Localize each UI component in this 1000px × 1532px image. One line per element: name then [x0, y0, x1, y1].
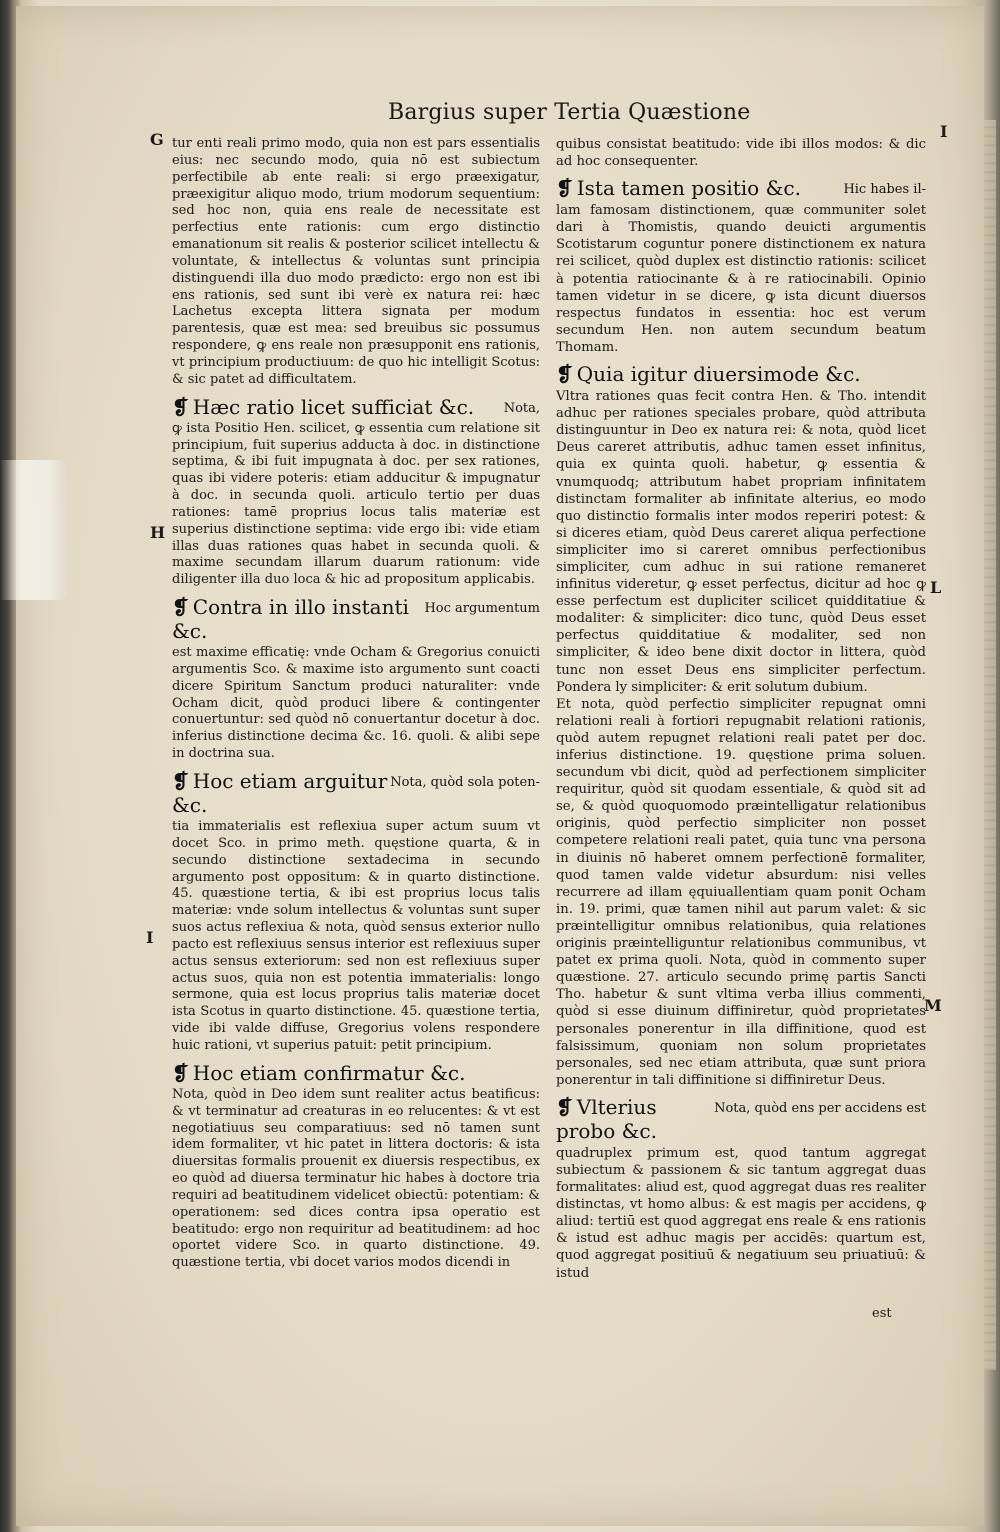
right-section-heading — [556, 362, 926, 386]
page-fore-edge — [982, 120, 996, 1370]
left-paragraph: Nota, quòd in Deo idem sunt realiter actus beatificus: & vt terminatur ad creaturas in eo relucentes: & vt est negotiatiuus seu comparatiuus: sed nō tamen sunt idem formaliter, vt hic patet in littera doctoris: & ista diuersitas formalis prouenit ex diuersis respectibus, ex eo quòd ad diuersa terminatur hic habes à doctore tria requiri ad beatitudinem videlicet obiectū: potentiam: & operationem: sed dices contra ipsa operatio est beatitudo: ergo non requiritur ad beatitudinem: ad hoc oportet videre Sco. in quarto distinctione. 49. quæstione tertia, vbi docet varios modos dicendi in — [172, 1086, 540, 1271]
paragraph-mark-icon: ❡ — [172, 769, 189, 793]
right-paragraph: Et nota, quòd perfectio simpliciter repugnat omni relationi reali à fortiori repugnabit relationi rationis, quòd autem repugnet relationi reali patet per doc. inferius distinctione. 19. quęstione prima soluen. secundum vbi dicit, quòd ad perfectionem simpliciter requiritur, quòd sit quodam essentiale, & quòd sit ad se, & quòd quoquomodo præintelligatur relationibus originis, quòd perfectio simpliciter non posset competere relationi reali patet, quia tunc vna persona in diuinis nō haberet omnem perfectionē formaliter, quod tamen valde videtur absurdum: nisi velles recurrere ad illam ęquiuallentiam quam ponit Ocham in. 19. primi, quæ tamen nihil aut parum valet: & sic præintelligitur omnibus relationibus, quia relationes originis præintelliguntur relationibus communibus, vt patet ex prima quoli. Nota, quòd in commento super quæstione. 27. articulo secundo primę partis Sancti Tho. habetur & sunt vltima verba illius commenti, quòd si esse diuinum diffiniretur, quòd proprietates personales ponerentur in illa diffinitione, quod est falsissimum, quoniam non solum proprietates personales, sed nec etiam attributa, quæ sunt priora ponerentur in tali diffinitione si diffiniretur Deus. — [556, 696, 926, 1088]
paragraph-mark-icon: ❡ — [172, 595, 189, 620]
heading-note: Hic habes il- — [843, 182, 926, 198]
heading-title: Hoc etiam arguitur &c. — [172, 769, 388, 817]
paragraph-mark-icon: ❡ — [172, 394, 189, 419]
heading-title: Ista tamen positio &c. — [576, 176, 801, 201]
left-section-heading — [172, 595, 540, 643]
margin-letter-i-right: I — [940, 122, 948, 141]
heading-title: Vlterius probo &c. — [556, 1094, 657, 1143]
heading-title: Hæc ratio licet sufficiat &c. — [192, 394, 475, 419]
heading-note: Hoc argumentum — [424, 601, 540, 617]
heading-note: Nota, quòd ens per accidens est — [714, 1100, 926, 1116]
heading-note: Nota, — [503, 400, 540, 416]
heading-title: Contra in illo instanti &c. — [172, 595, 409, 644]
paragraph-mark-icon: ❡ — [556, 1094, 573, 1119]
right-section-heading — [556, 1095, 926, 1143]
right-column — [556, 136, 926, 1282]
heading-title: Hoc etiam confirmatur &c. — [192, 1060, 466, 1085]
catchword: est — [872, 1306, 892, 1321]
right-paragraph: quibus consistat beatitudo: vide ibi illos modos: & dic ad hoc consequenter. — [556, 137, 926, 170]
left-section-heading — [172, 769, 540, 817]
right-paragraph: lam famosam distinctionem, quæ communiter solet dari à Thomistis, quando deuicti argumentis Scotistarum coguntur ponere distinctionem ex natura rei scilicet, quòd duplex est distinctio rationis: scilicet à potentia ratiocinante & à re ratiocinabili. Opinio tamen videtur in se dicere, ꝙ ista dicunt diuersos respectus fundatos in essentia: hoc est verum secundum Hen. non autem secundum beatum Thomam. — [556, 203, 926, 355]
margin-letter-l: L — [930, 578, 942, 597]
left-paragraph: ꝙ ista Positio Hen. scilicet, ꝙ essentia cum relatione sit principium, fuit superius adducta à doc. in distinctione septima, & ibi fuit impugnata à doc. per sex rationes, quas ibi videre poteris: etiam adducitur & impugnatur à doc. in secunda quoli. articulo tertio per duas rationes: tamē proprius locus talis materiæ est superius distinctione septima: vide ergo ibi: vide etiam illas duas rationes quas habet in secunda quoli. & maxime secundam illarum duarum rationum: vide diligenter illa duo loca & hic ad propositum applicabis. — [172, 420, 540, 588]
right-paragraph: Vltra rationes quas fecit contra Hen. & Tho. intendit adhuc per rationes speciales probare, quòd attributa distinguuntur in Deo ex natura rei: & nota, quòd licet Deus careret attributis, adhuc tamen esset infinitus, quia ex quinta quoli. habetur, ꝙ essentia & vnumquodq; attributum habet propriam infinitatem distinctam formaliter ab infinitate alterius, eo modo quo distinctio formalis inter modos reperiri potest: & si diceres etiam, quòd Deus careret aliqua perfectione simpliciter imo si careret omnibus perfectionibus simpliciter, cum adhuc in sui ratione remaneret infinitus videretur, ꝙ esset perfectus, dicitur ad hoc ꝙ esse perfectum est dupliciter scilicet quidditatiue & modaliter: & simpliciter: dico tunc, quòd Deus esset perfectus quidditatiue & modaliter, sed non simpliciter, & ideo bene dixit doctor in littera, quòd tunc non esset Deus ens simpliciter perfectum. Pondera ly simpliciter: & erit solutum dubium. — [556, 389, 926, 695]
left-paragraph: tia immaterialis est reflexiua super actum suum vt docet Sco. in primo meth. quęstione quarta, & in secundo distinctione sextadecima in secundo argumento post oppositum: & in quarto distinctione. 45. quæstione tertia, & ibi est proprius locus talis materiæ: vnde solum intellectus & voluntas sunt super suos actus reflexiua & nota, quòd sensus exterior nullo pacto est reflexiuus sensus interior est reflexiuus super actus sensus exteriorum: sed non est reflexiuus super actus suos, quia non est potentia immaterialis: longo sermone, quia est locus proprius talis materiæ docet ista Scotus in quarto distinctione. 45. quæstione tertia, vide ibi valde diffuse, Gregorius volens respondere huic rationi, vt superius patuit: petit principium. — [172, 819, 540, 1053]
paragraph-mark-icon: ❡ — [172, 1060, 189, 1085]
left-paragraph: tur enti reali primo modo, quia non est pars essentialis eius: nec secundo modo, quia nō est subiectum perfectibile ab ente reali: si ergo præexigatur, præexigitur aliquo modo, trium modorum sequentium: sed hoc non, quia ens reale de necessitate est perfectius ente rationis: cum ergo distinctio emanationum sit realis & posterior scilicet intellectu & voluntate, & intellectus & voluntas sunt principia distinguendi illa duo modo prædicto: ergo non est ibi ens rationis, sed sunt ibi verè ex natura rei: hæc Lachetus excepta littera signata per modum parentesis, quæ est mea: sed breuibus sic possumus respondere, ꝙ ens reale non præsupponit ens rationis, vt principium productiuum: de quo hic intelligit Scotus: & sic patet ad difficultatem. — [172, 136, 540, 387]
left-section-heading — [172, 395, 540, 419]
heading-title: Quia igitur diuersimode &c. — [576, 362, 861, 387]
heading-note: Nota, quòd sola poten- — [390, 775, 540, 790]
left-section-heading — [172, 1061, 540, 1085]
margin-letter-m: M — [924, 996, 942, 1015]
margin-letter-h: H — [150, 523, 166, 542]
margin-letter-g: G — [150, 130, 164, 149]
left-paragraph: est maxime efficatię: vnde Ocham & Gregorius conuicti argumentis Sco. & maxime isto argumento sunt coacti dicere Spiritum Sanctum produci naturaliter: vnde Ocham dicit, quòd produci libere & contingenter conuertuntur: sed quòd nō conuertantur docetur à doc. inferius distinctione decima &c. 16. quoli. & alibi sepe in doctrina sua. — [172, 645, 540, 762]
paragraph-mark-icon: ❡ — [556, 176, 573, 201]
paragraph-mark-icon: ❡ — [556, 362, 573, 387]
page-tab-strip — [0, 460, 70, 600]
running-head: Bargius super Tertia Quæstione — [388, 100, 751, 125]
left-column — [172, 136, 540, 1272]
right-section-heading — [556, 176, 926, 200]
right-paragraph: quadruplex primum est, quod tantum aggregat subiectum & passionem & sic tantum aggregat duas formalitates: aliud est, quod aggregat duas res realiter distinctas, vt homo albus: & est magis per accidens, ꝙ aliud: tertiū est quod aggregat ens reale & ens rationis & istud est adhuc magis per accidēs: quartum est, quod aggregat positiuū & negatiuum seu priuatiuū: & istud — [556, 1145, 926, 1281]
margin-letter-i-left: I — [146, 928, 154, 947]
